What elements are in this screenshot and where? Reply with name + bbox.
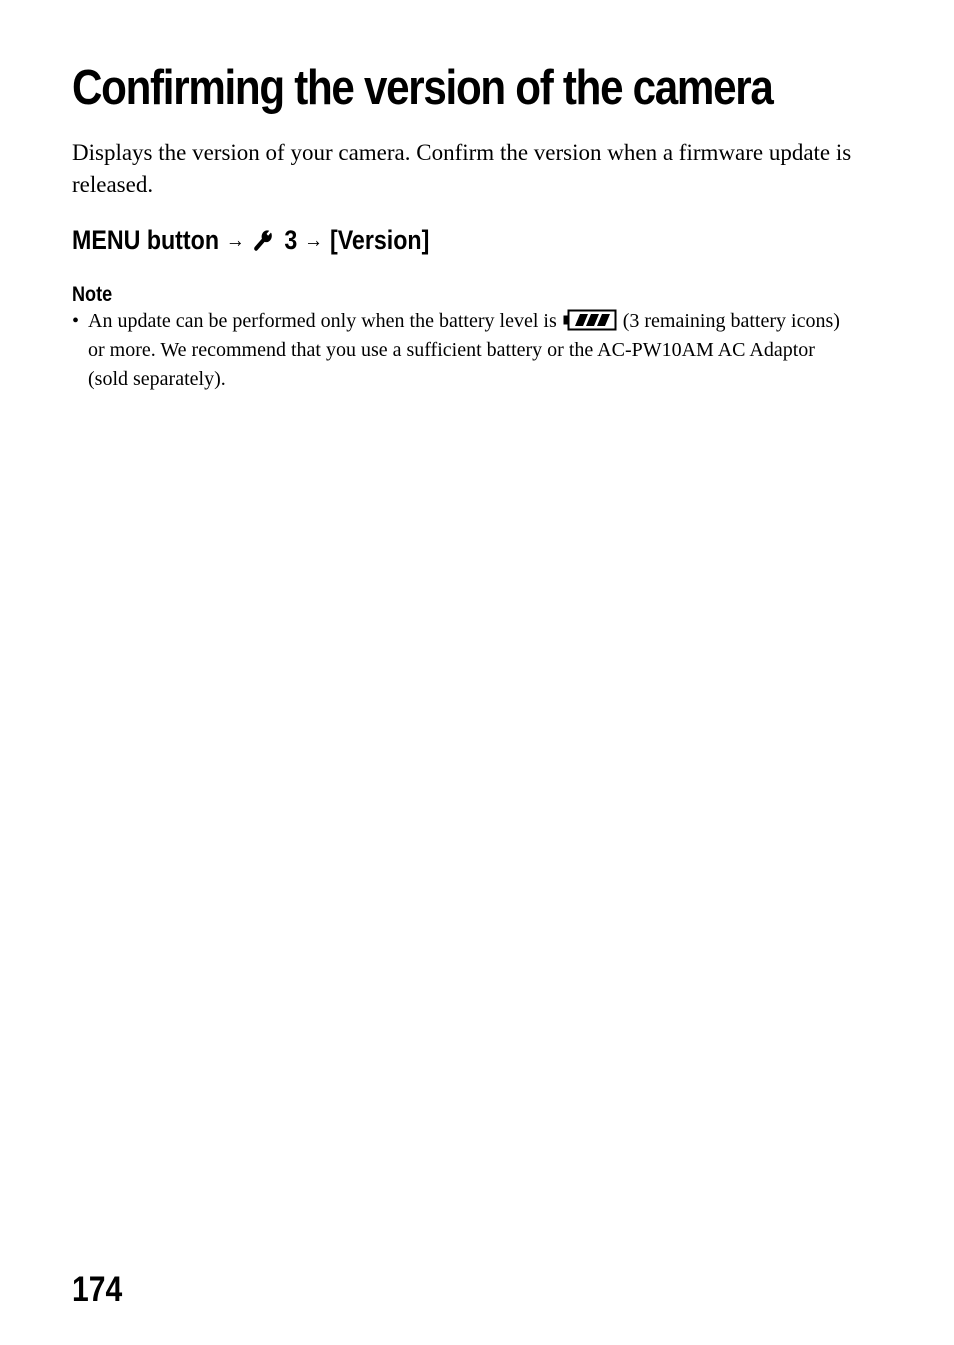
arrow-icon: →	[304, 227, 324, 252]
page-title: Confirming the version of the camera	[72, 61, 773, 115]
note-heading: Note	[72, 283, 113, 306]
menu-path	[72, 222, 429, 258]
note-text-after-icon: (3 remaining battery icons) or more. We recommend that you use a sufficient battery or the AC-PW10AM AC Adaptor (sold separately).	[88, 310, 840, 390]
note-text-before-icon: An update can be performed only when the battery level is	[88, 310, 557, 332]
intro-paragraph: Displays the version of your camera. Confirm the version when a firmware update is released.	[72, 140, 852, 197]
menu-path-step-version: [Version]	[329, 225, 430, 255]
arrow-icon: →	[225, 227, 245, 252]
battery-icon	[563, 309, 617, 331]
menu-path-step-page-number: 3	[284, 225, 298, 255]
bullet: •	[72, 310, 80, 332]
note-item	[72, 307, 842, 394]
menu-path-step-menu-button: MENU button	[72, 225, 220, 255]
page-number: 174	[72, 1270, 123, 1309]
note-list	[72, 307, 842, 394]
wrench-icon	[252, 227, 274, 253]
